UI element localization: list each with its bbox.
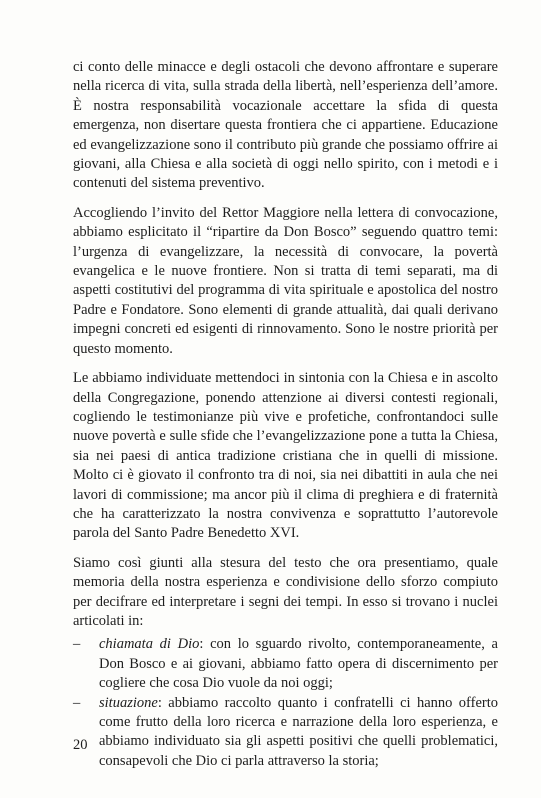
- list-item: [73, 635, 498, 693]
- list-dash: –: [73, 694, 81, 711]
- list-item-text: : con lo sguardo rivolto, contemporaneamente, a Don Bosco e ai giovani, abbiamo fatto opera di discernimento per cogliere che cosa Dio vuole da noi oggi;: [99, 636, 498, 692]
- paragraph: Siamo così giunti alla stesura del testo che ora presentiamo, quale memoria della nostra esperienza e condivisione dello sforzo compiuto per decifrare ed interpretare i segni dei tempi. In esso si trovano i nuclei articolati in:: [73, 554, 498, 629]
- paragraph: ci conto delle minacce e degli ostacoli che devono affrontare e superare nella ricerca di vita, sulla strada della libertà, nell’esperienza dell’amore. È nostra responsabilità vocazionale accettare la sfida di questa emergenza, non disertare questa frontiera che ci appartiene. Educazione ed evangelizzazione sono il contributo più grande che possiamo offrire ai giovani, alla Chiesa e alla società di oggi nello spirito, con i metodi e i contenuti del sistema preventivo.: [73, 59, 498, 192]
- list-item-term: situazione: [99, 694, 158, 711]
- paragraph: Accogliendo l’invito del Rettor Maggiore nella lettera di convocazione, abbiamo esplicitato il “ripartire da Don Bosco” seguendo quattro temi: l’urgenza di evangelizzare, la necessità di convocare, la povertà evangelica e le nuove frontiere. Non si tratta di temi separati, ma di aspetti costitutivi del programma di vita spirituale e apostolica del nostro Padre e Fondatore. Sono elementi di grande attualità, dai quali derivano impegni concreti ed esigenti di rinnovamento. Sono le nostre priorità per questo momento.: [73, 204, 498, 357]
- body-text: [73, 58, 498, 771]
- paragraph: Le abbiamo individuate mettendoci in sintonia con la Chiesa e in ascolto della Congregazione, ponendo attenzione ai diversi contesti regionali, cogliendo le testimonianze più vive e profetiche, confrontandoci sulle nuove povertà e sulle sfide che l’evangelizzazione pone a tutta la Chiesa, sia nei paesi di antica tradizione cristiana che in quelli di missione. Molto ci è giovato il confronto tra di noi, sia nei dibattiti in aula che nei lavori di commissione; ma ancor più il clima di preghiera e di fraternità che ha caratterizzato la nostra convivenza e soprattutto l’autorevole parola del Santo Padre Benedetto XVI.: [73, 370, 498, 542]
- list-item: [73, 694, 498, 772]
- list-dash: –: [73, 636, 81, 653]
- list-item-text: : abbiamo raccolto quanto i confratelli ci hanno offerto come frutto della loro ricerca e narrazione della loro esperienza, e abbiamo individuato sia gli aspetti positivi che quelli problematici, consapevoli che Dio ci parla attraverso la storia;: [99, 694, 498, 769]
- list-item-term: chiamata di Dio: [99, 636, 200, 653]
- nuclei-list: [73, 635, 498, 771]
- page-number: 20: [73, 737, 88, 753]
